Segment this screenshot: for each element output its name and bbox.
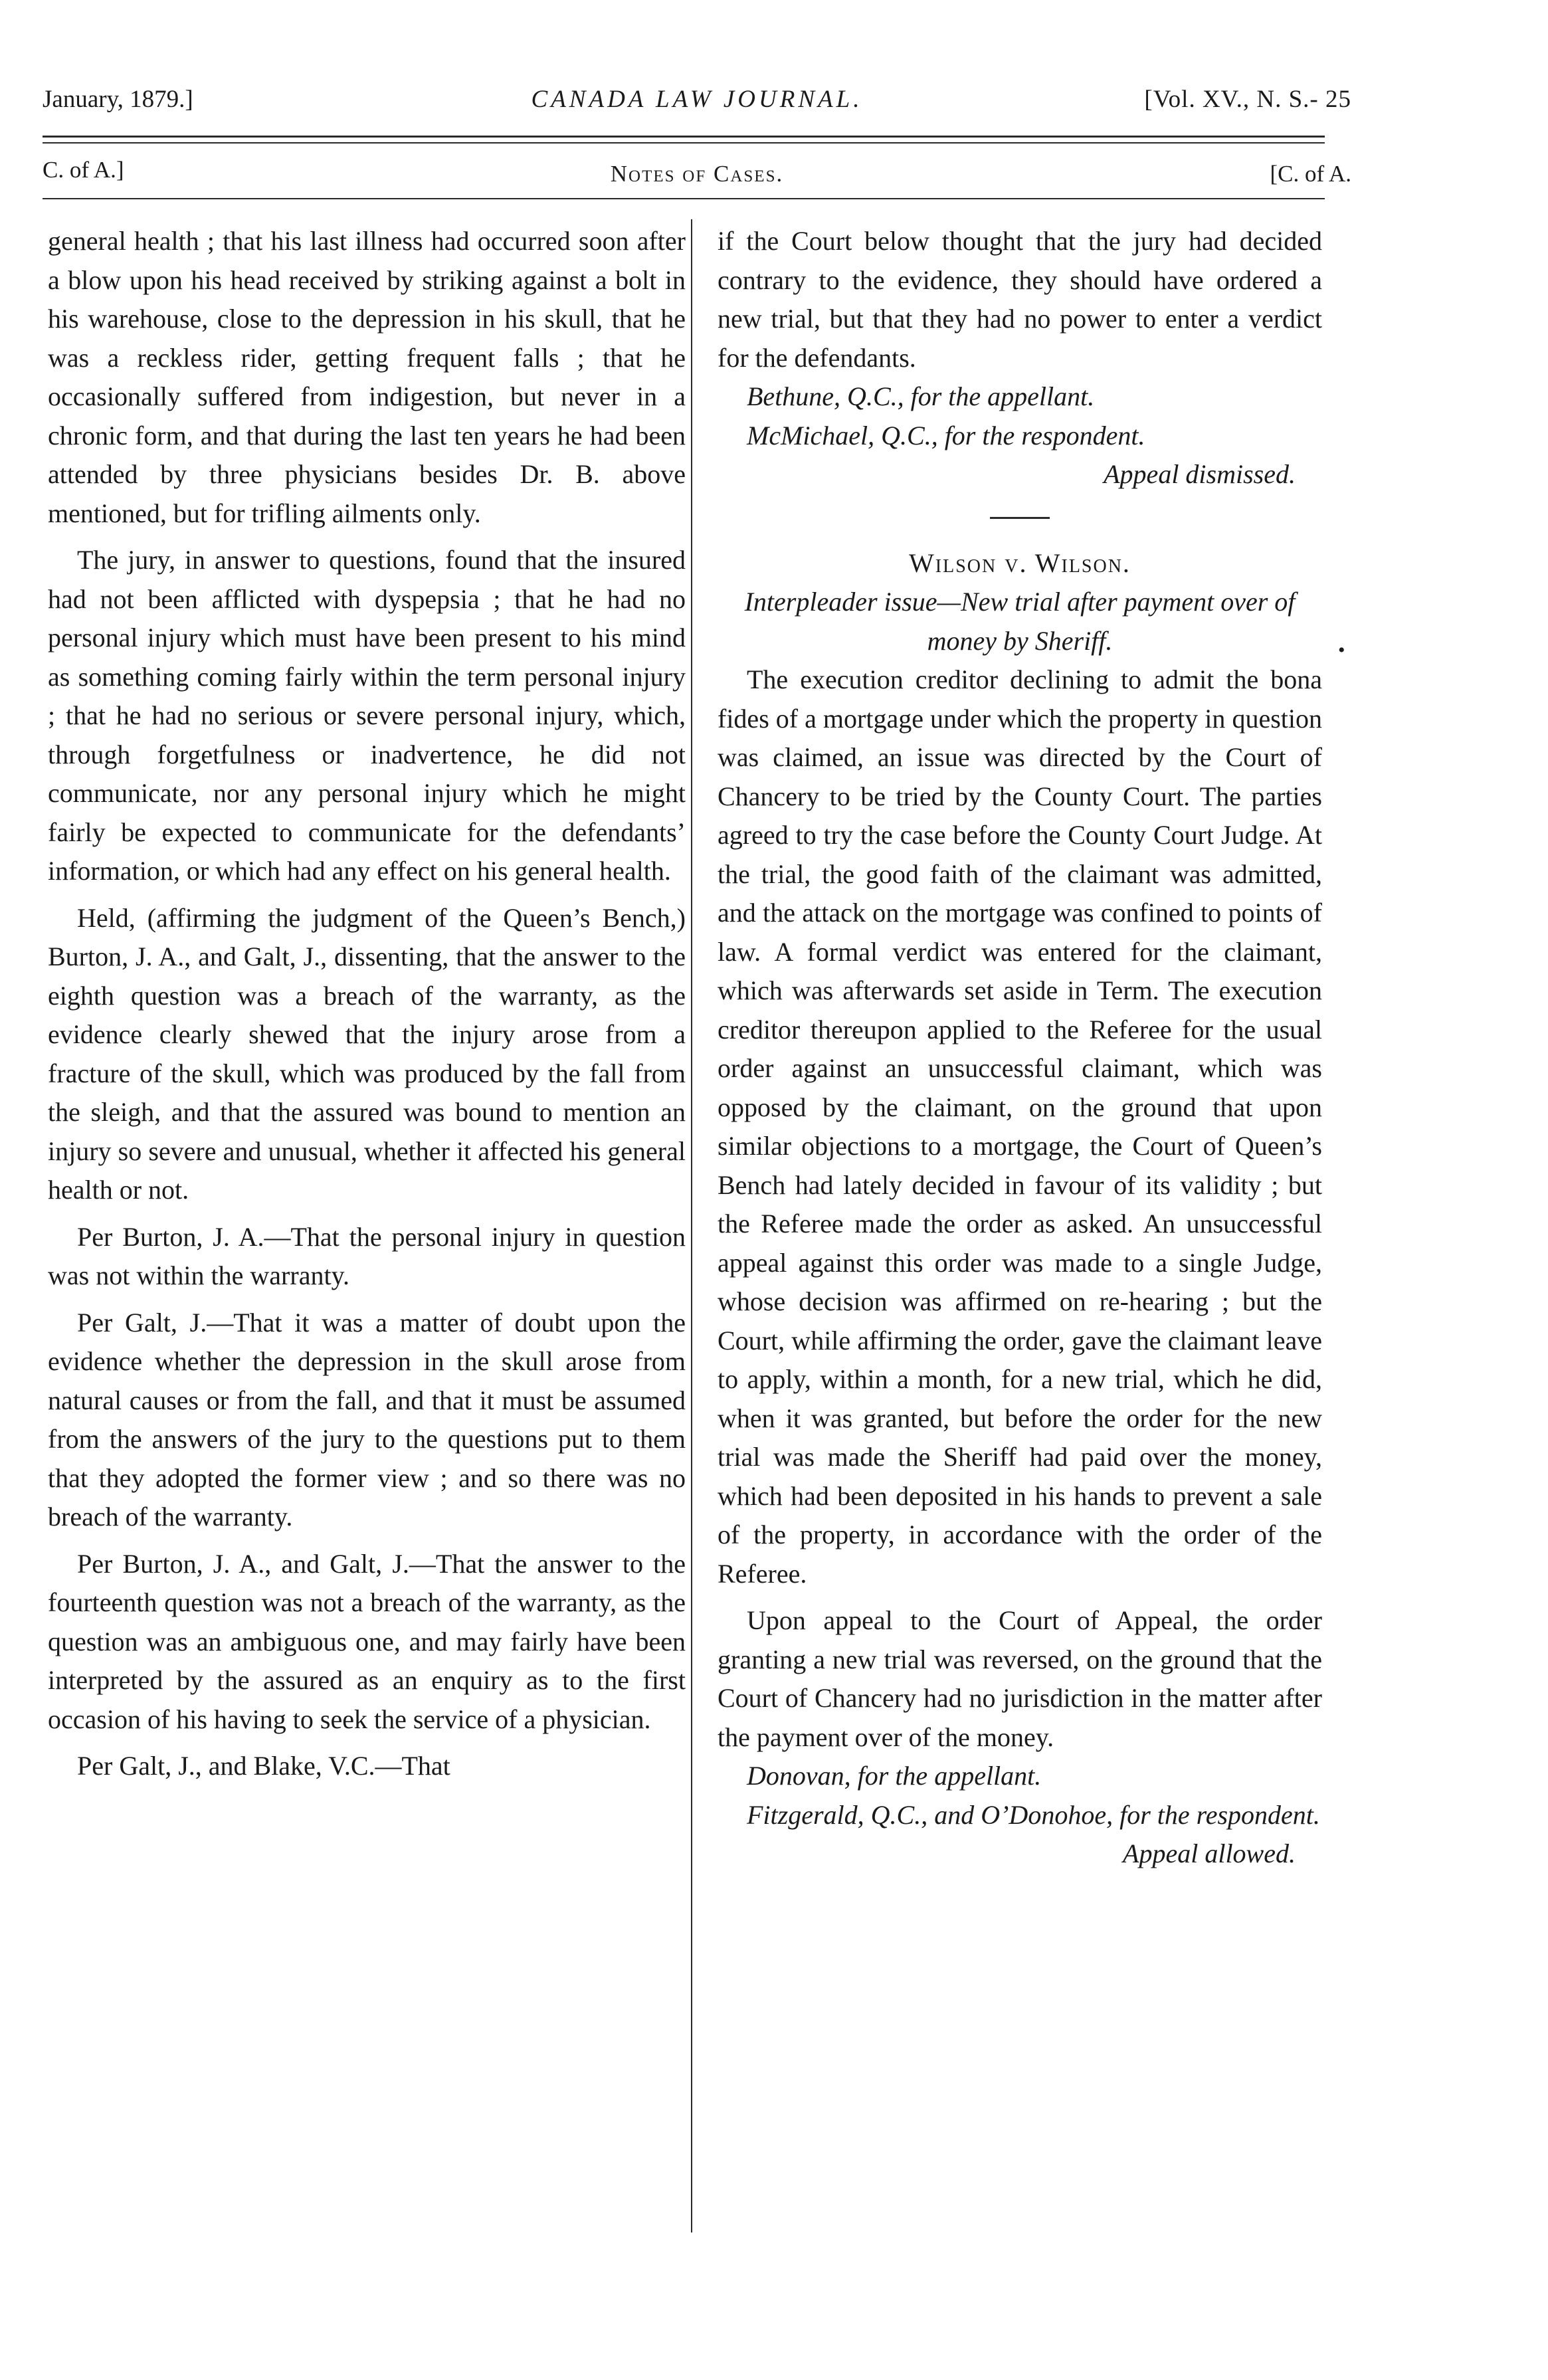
paragraph: if the Court below thought that the jury had decided contrary to the evidence, they should have ordered a new trial, but that they had no power to enter a verdict for the defendants. — [718, 226, 1322, 373]
court-label-right: [C. of A. — [1270, 161, 1351, 187]
holding-paragraph: Held, (affirming the judgment of the Queen’s Bench,) Burton, J. A., and Galt, J., dissenting, that the answer to the eighth question was a breach of the warranty, as the evidence clearly shewed that the injury arose from a fracture of the skull, which was produced by the fall from the sleigh, and that the assured was bound to mention an injury so severe and unusual, whether it affected his general health or not. — [48, 902, 686, 1205]
case-title: Wilson v. Wilson. — [909, 547, 1131, 578]
paragraph: general health ; that his last illness had occurred soon after a blow upon his head received by striking against a bolt in his warehouse, close to the depression in his skull, that he was a reckless rider, getting frequent falls ; that he occasionally suffered from indigestion, but never in a chronic form, and that during the last ten years he had been attended by three physicians besides Dr. B. above mentioned, but for trifling ailments only. — [48, 226, 686, 528]
case-separator — [990, 517, 1050, 519]
header-rule-top — [43, 136, 1325, 138]
right-column — [718, 222, 1322, 1874]
running-head — [43, 85, 1351, 125]
paragraph: Per Galt, J., and Blake, V.C.—That — [77, 1751, 450, 1781]
column-divider — [691, 219, 692, 2232]
counsel-line: Donovan, for the appellant. — [747, 1761, 1042, 1791]
issue-date: January, 1879.] — [43, 86, 193, 113]
paragraph: Per Burton, J. A., and Galt, J.—That the answer to the fourteenth question was not a breach of the warranty, as the question was an ambiguous one, and may fairly have been interpreted by the assured as an enquiry as to the first occasion of his having to seek the service of a physician. — [48, 1548, 686, 1734]
case-result: Appeal allowed. — [1123, 1838, 1296, 1868]
case-topic: Interpleader issue—New trial after payment over of money by Sheriff. — [744, 587, 1296, 656]
counsel-line: Fitzgerald, Q.C., and O’Donohoe, for the respondent. — [747, 1799, 1320, 1830]
case-result: Appeal dismissed. — [1104, 459, 1296, 489]
paragraph: Per Burton, J. A.—That the personal injury in question was not within the warranty. — [48, 1221, 686, 1290]
paragraph: Per Galt, J.—That it was a matter of doubt upon the evidence whether the depression in the skull arose from natural causes or from the fall, and that it must be assumed from the answers of the jury to the questions put to them that they adopted the former view ; and so there was no breach of the warranty. — [48, 1307, 686, 1532]
paragraph: The jury, in answer to questions, found that the insured had not been afflicted with dyspepsia ; that he had no personal injury which must have been present to his mind as something coming fairly within the term personal injury ; that he had no serious or severe personal injury, which, through forgetfulness or inadvertence, he did not communicate, nor any personal injury which he might fairly be expected to communicate for the defendants’ information, or which had any effect on his general health. — [48, 545, 686, 886]
court-label-left: C. of A.] — [43, 157, 124, 183]
section-head — [43, 157, 1351, 190]
section-rule — [43, 198, 1325, 199]
counsel-line: McMichael, Q.C., for the respondent. — [747, 420, 1145, 450]
paragraph: The execution creditor declining to admit the bona fides of a mortgage under which the property in question was claimed, an issue was directed by the Court of Chancery to be tried by the County Court. The parties agreed to try the case before the County Court Judge. At the trial, the good faith of the claimant was admitted, and the attack on the mortgage was confined to points of law. A formal verdict was entered for the claimant, which was afterwards set aside in Term. The execution creditor thereupon applied to the Referee for the usual order against an unsuccessful claimant, which was opposed by the claimant, on the ground that upon similar objections to a mortgage, the Court of Queen’s Bench had lately decided in favour of its validity ; but the Referee made the order as asked. An unsuccessful appeal against this order was made to a single Judge, whose decision was affirmed on re-hearing ; but the Court, while affirming the order, gave the claimant leave to apply, within a month, for a new trial, which he did, when it was granted, but before the order for the new trial was made the Sheriff had paid over the money, which had been deposited in his hands to prevent a sale of the property, in accordance with the order of the Referee. — [718, 664, 1322, 1589]
journal-title: CANADA LAW JOURNAL. — [531, 86, 863, 113]
paragraph: Upon appeal to the Court of Appeal, the order granting a new trial was reversed, on the ground that the Court of Chancery had no jurisdiction in the matter after the payment over of the money. — [718, 1605, 1322, 1752]
counsel-line: Bethune, Q.C., for the appellant. — [747, 381, 1095, 411]
section-title: Notes of Cases. — [610, 161, 784, 187]
volume-number: [Vol. XV., N. S.- 25 — [1144, 86, 1351, 113]
header-rule-double — [43, 142, 1325, 144]
margin-dot-mark: • — [1338, 639, 1345, 661]
left-column — [48, 222, 686, 1786]
